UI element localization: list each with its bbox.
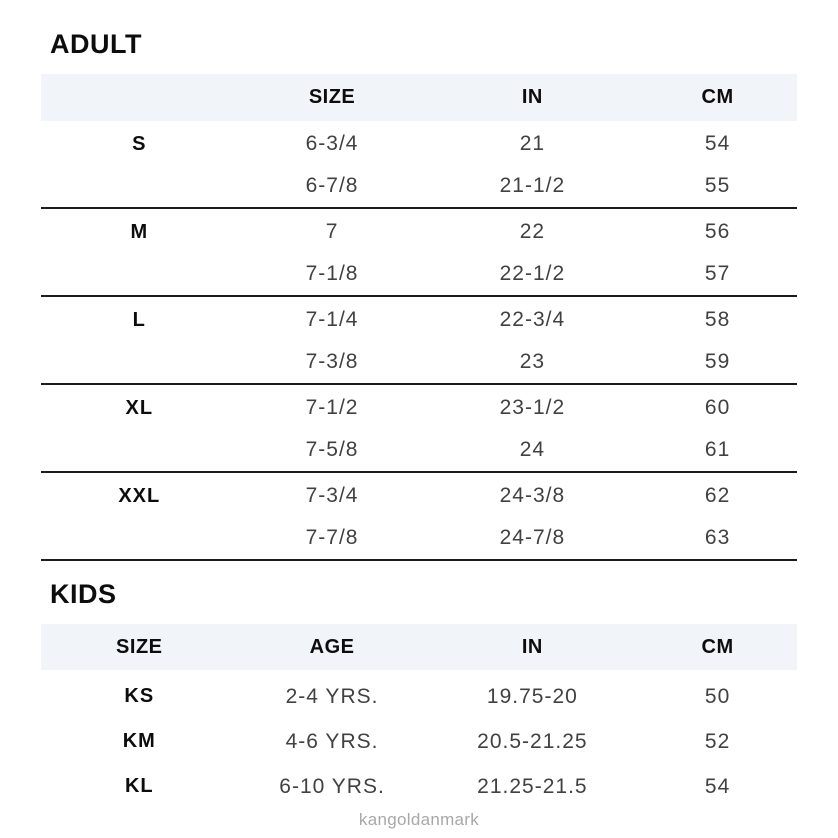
size-value: 7-1/2 <box>305 396 359 419</box>
table-row <box>41 341 797 383</box>
kids-section <box>41 578 797 809</box>
in-value: 22-1/2 <box>499 262 566 285</box>
cm-value: 60 <box>704 396 731 419</box>
in-value: 19.75-20 <box>486 684 578 708</box>
cm-value: 57 <box>704 262 731 285</box>
size-label: XL <box>125 396 154 419</box>
cm-value: 58 <box>704 308 731 331</box>
table-row <box>41 165 797 207</box>
size-label: KL <box>124 775 154 797</box>
size-value: 7-1/8 <box>305 262 359 285</box>
in-value: 21 <box>519 132 546 155</box>
kids-rows <box>41 670 797 809</box>
size-label: KM <box>122 730 156 752</box>
table-row <box>41 387 797 429</box>
size-value: 6-3/4 <box>305 132 359 155</box>
cm-value: 63 <box>704 526 731 549</box>
in-value: 21-1/2 <box>499 174 566 197</box>
table-row <box>41 211 797 253</box>
in-value: 23-1/2 <box>499 396 566 419</box>
adult-size-group-xxl <box>41 473 797 561</box>
kids-col-header-in: IN <box>521 635 543 658</box>
table-row <box>41 123 797 165</box>
kids-col-header-size: SIZE <box>116 635 163 658</box>
table-row <box>41 253 797 295</box>
cm-value: 56 <box>704 220 731 243</box>
table-row <box>41 764 797 809</box>
adult-size-table <box>41 74 797 561</box>
table-row <box>41 719 797 764</box>
kids-col-header-cm: CM <box>701 635 734 658</box>
cm-value: 62 <box>704 484 731 507</box>
cm-value: 54 <box>704 774 731 798</box>
table-row <box>41 674 797 719</box>
table-row <box>41 429 797 471</box>
table-row <box>41 299 797 341</box>
age-value: 6-10 YRS. <box>279 774 385 798</box>
size-value: 7-1/4 <box>305 308 359 331</box>
in-value: 21.25-21.5 <box>477 774 588 798</box>
size-value: 6-7/8 <box>305 174 359 197</box>
cm-value: 52 <box>704 729 731 753</box>
in-value: 24-3/8 <box>499 484 566 507</box>
adult-size-group-l <box>41 297 797 385</box>
size-label: KS <box>124 685 155 707</box>
size-label: L <box>132 308 146 331</box>
table-row <box>41 517 797 559</box>
adult-size-group-xl <box>41 385 797 473</box>
size-label: M <box>130 220 149 243</box>
size-label: S <box>132 132 147 155</box>
adult-section <box>41 28 797 561</box>
size-value: 7-5/8 <box>305 438 359 461</box>
age-value: 4-6 YRS. <box>285 729 379 753</box>
size-value: 7-7/8 <box>305 526 359 549</box>
in-value: 24 <box>519 438 546 461</box>
in-value: 22 <box>519 220 546 243</box>
adult-col-header-size: SIZE <box>308 86 356 108</box>
kids-size-table <box>41 624 797 809</box>
adult-table-header-row <box>41 74 797 121</box>
in-value: 24-7/8 <box>499 526 566 549</box>
in-value: 22-3/4 <box>499 308 566 331</box>
brand-watermark: kangoldanmark <box>358 810 480 829</box>
in-value: 20.5-21.25 <box>477 729 588 753</box>
size-value: 7-3/8 <box>305 350 359 373</box>
size-value: 7-3/4 <box>305 484 359 507</box>
cm-value: 50 <box>704 684 731 708</box>
adult-col-header-in: IN <box>521 86 543 108</box>
in-value: 23 <box>519 350 546 373</box>
age-value: 2-4 YRS. <box>285 684 379 708</box>
kids-table-header-row <box>41 624 797 670</box>
size-label: XXL <box>118 484 161 507</box>
cm-value: 54 <box>704 132 731 155</box>
adult-size-group-s <box>41 121 797 209</box>
size-value: 7 <box>325 220 339 243</box>
cm-value: 61 <box>704 438 731 461</box>
kids-section-title: KIDS <box>50 579 117 609</box>
adult-section-title: ADULT <box>50 29 142 59</box>
kids-col-header-age: AGE <box>309 635 355 658</box>
cm-value: 55 <box>704 174 731 197</box>
adult-size-group-m <box>41 209 797 297</box>
adult-col-header-cm: CM <box>701 86 734 108</box>
cm-value: 59 <box>704 350 731 373</box>
table-row <box>41 475 797 517</box>
